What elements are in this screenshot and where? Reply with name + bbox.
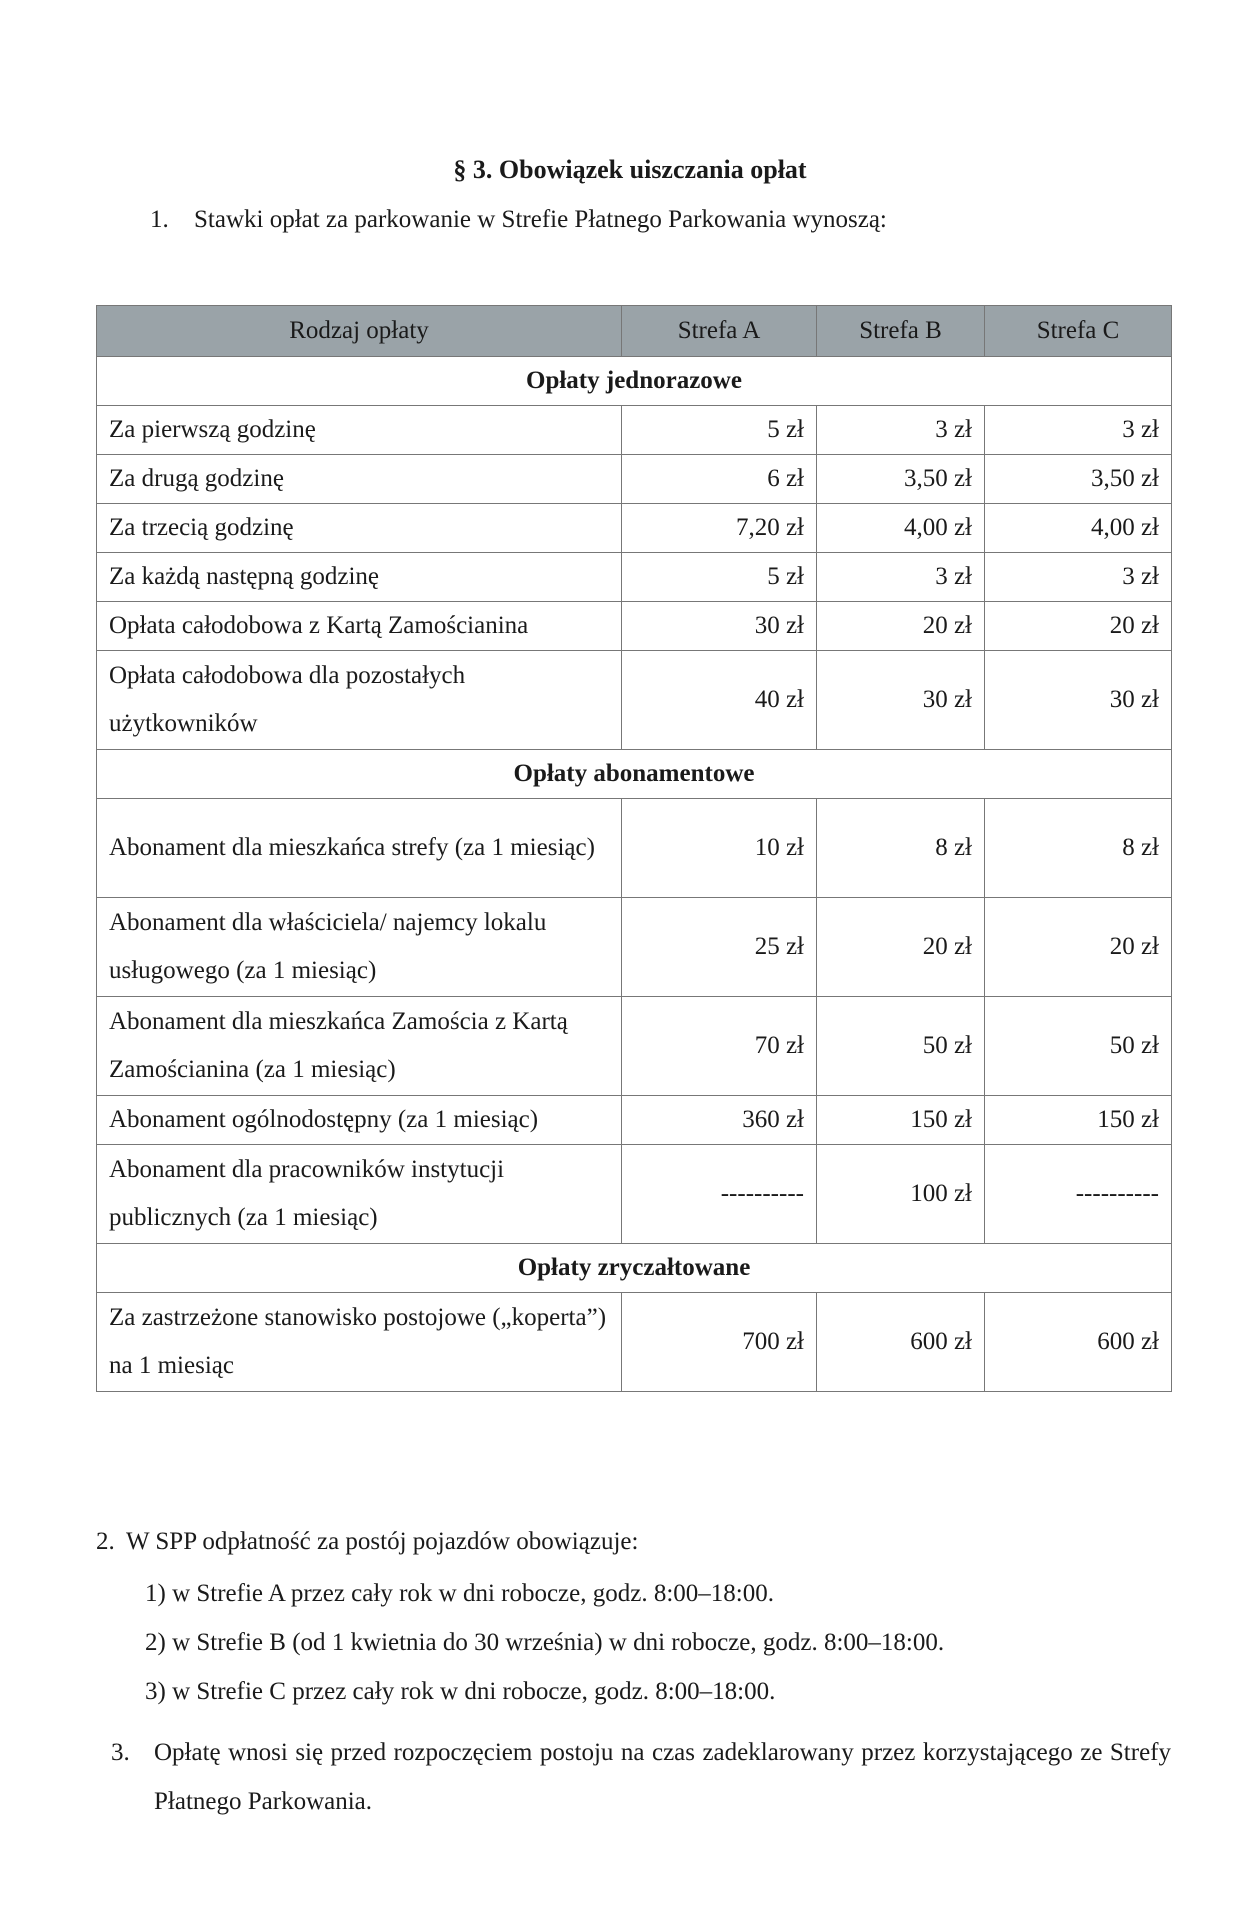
fee-label: Opłata całodobowa z Kartą Zamościanina	[97, 602, 622, 651]
table-row	[97, 1145, 1172, 1244]
section-title: § 3. Obowiązek uiszczania opłat	[453, 155, 807, 184]
zone-c-price: 3,50 zł	[985, 455, 1172, 504]
zone-c-price: 20 zł	[985, 898, 1172, 997]
zone-b-price: 150 zł	[817, 1096, 985, 1145]
section-row	[97, 357, 1172, 406]
zone-c-price: 20 zł	[985, 602, 1172, 651]
section-row	[97, 1244, 1172, 1293]
zone-a-price: 360 zł	[622, 1096, 817, 1145]
header-zone-a: Strefa A	[622, 306, 817, 357]
paragraph-2-number: 2.	[96, 1528, 115, 1555]
zone-a-price: 700 zł	[622, 1293, 817, 1392]
zone-c-price: 4,00 zł	[985, 504, 1172, 553]
list-item: 2) w Strefie B (od 1 kwietnia do 30 września) w dni robocze, godz. 8:00–18:00.	[145, 1629, 945, 1656]
intro-number: 1.	[150, 206, 169, 233]
header-zone-b: Strefa B	[817, 306, 985, 357]
zone-b-price: 30 zł	[817, 651, 985, 750]
fee-label: Abonament dla właściciela/ najemcy lokalu usługowego (za 1 miesiąc)	[97, 898, 622, 997]
table-row	[97, 898, 1172, 997]
table-row	[97, 651, 1172, 750]
paragraph-3	[111, 1728, 1171, 1826]
section-row	[97, 750, 1172, 799]
fee-label: Abonament dla mieszkańca strefy (za 1 miesiąc)	[97, 799, 622, 898]
intro-paragraph	[150, 206, 887, 234]
table-row	[97, 1293, 1172, 1392]
zone-c-price: 30 zł	[985, 651, 1172, 750]
table-row	[97, 602, 1172, 651]
fee-label: Opłata całodobowa dla pozostałych użytkowników	[97, 651, 622, 750]
list-item: 1) w Strefie A przez cały rok w dni robocze, godz. 8:00–18:00.	[145, 1580, 774, 1607]
zone-a-price: 6 zł	[622, 455, 817, 504]
paragraph-2	[96, 1528, 638, 1556]
table-row	[97, 799, 1172, 898]
zone-a-price: 40 zł	[622, 651, 817, 750]
zone-a-price: 70 zł	[622, 997, 817, 1096]
zone-a-price: 5 zł	[622, 553, 817, 602]
fee-label: Abonament dla pracowników instytucji publicznych (za 1 miesiąc)	[97, 1145, 622, 1244]
zone-c-price: 600 zł	[985, 1293, 1172, 1392]
zone-b-price: 3 zł	[817, 553, 985, 602]
zone-b-price: 3,50 zł	[817, 455, 985, 504]
section-title: Opłaty jednorazowe	[97, 357, 1172, 406]
section-title: Opłaty abonamentowe	[97, 750, 1172, 799]
table-row	[97, 1096, 1172, 1145]
zone-c-price: 3 zł	[985, 553, 1172, 602]
zone-b-price: 4,00 zł	[817, 504, 985, 553]
fee-label: Za trzecią godzinę	[97, 504, 622, 553]
list-item: 3) w Strefie C przez cały rok w dni robocze, godz. 8:00–18:00.	[145, 1678, 776, 1705]
table-row	[97, 997, 1172, 1096]
zone-a-price: 7,20 zł	[622, 504, 817, 553]
table-row	[97, 553, 1172, 602]
zone-a-price: 30 zł	[622, 602, 817, 651]
table-header-row	[97, 306, 1172, 357]
zone-b-price: 100 zł	[817, 1145, 985, 1244]
section-title: Opłaty zryczałtowane	[97, 1244, 1172, 1293]
fee-label: Za pierwszą godzinę	[97, 406, 622, 455]
intro-text: Stawki opłat za parkowanie w Strefie Płatnego Parkowania wynoszą:	[194, 206, 887, 233]
zone-c-price: ----------	[985, 1145, 1172, 1244]
fee-label: Za zastrzeżone stanowisko postojowe („koperta”) na 1 miesiąc	[97, 1293, 622, 1392]
zone-c-price: 8 zł	[985, 799, 1172, 898]
paragraph-3-text: Opłatę wnosi się przed rozpoczęciem postoju na czas zadeklarowany przez korzystającego ze Strefy Płatnego Parkowania.	[154, 1739, 1171, 1815]
fee-label: Za drugą godzinę	[97, 455, 622, 504]
fee-label: Za każdą następną godzinę	[97, 553, 622, 602]
zone-b-price: 50 zł	[817, 997, 985, 1096]
fees-table	[96, 305, 1172, 1392]
zone-a-price: 25 zł	[622, 898, 817, 997]
zone-b-price: 8 zł	[817, 799, 985, 898]
zone-a-price: ----------	[622, 1145, 817, 1244]
fee-label: Abonament dla mieszkańca Zamościa z Kartą Zamościanina (za 1 miesiąc)	[97, 997, 622, 1096]
zone-b-price: 20 zł	[817, 602, 985, 651]
zone-c-price: 50 zł	[985, 997, 1172, 1096]
table-row	[97, 455, 1172, 504]
zone-b-price: 20 zł	[817, 898, 985, 997]
zone-a-price: 10 zł	[622, 799, 817, 898]
paragraph-3-number: 3.	[111, 1739, 130, 1766]
fee-label: Abonament ogólnodostępny (za 1 miesiąc)	[97, 1096, 622, 1145]
table-row	[97, 406, 1172, 455]
table-row	[97, 504, 1172, 553]
zone-c-price: 150 zł	[985, 1096, 1172, 1145]
paragraph-2-text: W SPP odpłatność za postój pojazdów obowiązuje:	[126, 1528, 639, 1555]
zone-b-price: 3 zł	[817, 406, 985, 455]
header-fee-type: Rodzaj opłaty	[97, 306, 622, 357]
zone-b-price: 600 zł	[817, 1293, 985, 1392]
header-zone-c: Strefa C	[985, 306, 1172, 357]
zone-c-price: 3 zł	[985, 406, 1172, 455]
zone-a-price: 5 zł	[622, 406, 817, 455]
